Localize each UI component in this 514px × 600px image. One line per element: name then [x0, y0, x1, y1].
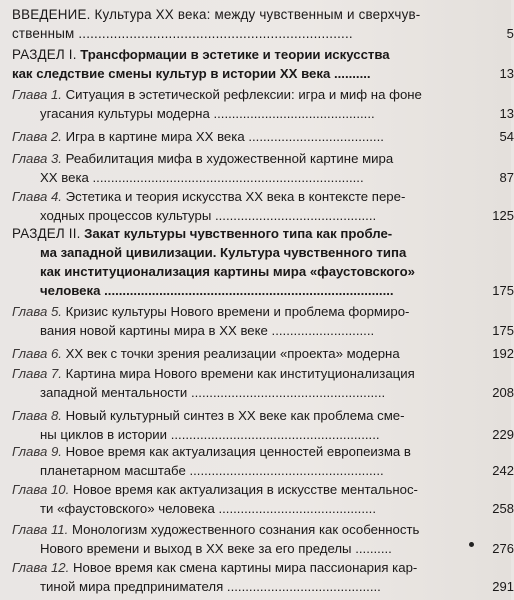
toc-line: РАЗДЕЛ I. Трансформации в эстетике и теории искусства [12, 47, 390, 62]
toc-line: ВВЕДЕНИЕ. Культура XX века: между чувственным и сверхчув- [12, 7, 421, 22]
chapter-label: Глава 1. [12, 87, 62, 102]
toc-line: западной ментальности ..................................................... 208 [40, 385, 514, 400]
toc-line: Глава 3. Реабилитация мифа в художественной картине мира [12, 151, 394, 166]
toc-line: Глава 1. Ситуация в эстетической рефлексии: игра и миф на фоне [12, 87, 422, 102]
toc-entry-intro [12, 5, 514, 43]
toc-line: Глава 12. Новое время как смена картины мира пассионария кар- [12, 560, 418, 575]
toc-line: ны циклов в истории ......................................................... 229 [40, 427, 514, 442]
page-number: 229 [492, 427, 514, 442]
toc-line: вания новой картины мира в XX веке ............................ 175 [40, 323, 514, 338]
toc-entry-section-1 [12, 45, 514, 83]
toc-entry-chapter-5 [12, 302, 514, 340]
page-number: 5 [506, 26, 514, 41]
toc-entry-chapter-2 [12, 127, 514, 146]
ink-speck [469, 542, 474, 547]
chapter-label: Глава 6. [12, 346, 62, 361]
chapter-label: Глава 8. [12, 408, 62, 423]
toc-line: ти «фаустовского» человека ........................................... 258 [40, 501, 514, 516]
toc-line: Глава 6. XX век с точки зрения реализации «проекта» модерна 192 [12, 346, 514, 361]
toc-line: тиной мира предпринимателя .......................................... 291 [40, 579, 514, 594]
page-number: 208 [492, 385, 514, 400]
toc-entry-chapter-9 [12, 442, 514, 480]
toc-line: Глава 7. Картина мира Нового времени как институционализация [12, 366, 415, 381]
toc-line: планетарном масштабе ..................................................... 242 [40, 463, 514, 478]
toc-entry-chapter-1 [12, 85, 514, 123]
toc-line: как следствие смены культур в истории XX века .......... 13 [12, 66, 514, 81]
toc-line: Глава 4. Эстетика и теория искусства XX века в контексте пере- [12, 189, 406, 204]
toc-line: XX века .......................................................................... 87 [40, 170, 514, 185]
toc-line: Глава 11. Монологизм художественного сознания как особенность [12, 522, 420, 537]
toc-entry-chapter-11 [12, 520, 514, 558]
page-number: 291 [492, 579, 514, 594]
page-number: 242 [492, 463, 514, 478]
chapter-label: Глава 12. [12, 560, 70, 575]
page-number: 13 [499, 106, 514, 121]
chapter-label: Глава 3. [12, 151, 62, 166]
toc-entry-chapter-4 [12, 187, 514, 225]
toc-line: Глава 10. Новое время как актуализация в искусстве ментальнос- [12, 482, 418, 497]
toc-entry-chapter-7 [12, 364, 514, 402]
chapter-label: Глава 2. [12, 129, 62, 144]
page-number: 125 [492, 208, 514, 223]
page-number: 175 [492, 283, 514, 298]
toc-line: ственным ...................................................................... 5 [12, 26, 514, 41]
toc-line: Глава 2. Игра в картине мира XX века ..................................... 54 [12, 129, 514, 144]
toc-line: Глава 5. Кризис культуры Нового времени и проблема формиро- [12, 304, 410, 319]
chapter-label: Глава 10. [12, 482, 70, 497]
toc-line: ма западной цивилизации. Культура чувственного типа [40, 245, 407, 260]
toc-entry-chapter-12 [12, 558, 514, 596]
chapter-label: Глава 4. [12, 189, 62, 204]
page-number: 175 [492, 323, 514, 338]
page-number: 276 [492, 541, 514, 556]
toc-line: человека ............................................................................... 175 [40, 283, 514, 298]
chapter-label: Глава 9. [12, 444, 62, 459]
toc-line: как институционализация картины мира «фаустовского» [40, 264, 416, 279]
toc-line: ходных процессов культуры ............................................ 125 [40, 208, 514, 223]
toc-line: Глава 8. Новый культурный синтез в XX веке как проблема сме- [12, 408, 405, 423]
toc-entry-section-2 [12, 224, 514, 300]
page-number: 13 [499, 66, 514, 81]
chapter-label: Глава 11. [12, 522, 69, 537]
toc-entry-chapter-6 [12, 344, 514, 363]
toc-line: угасания культуры модерна ............................................ 13 [40, 106, 514, 121]
page-number: 258 [492, 501, 514, 516]
toc-entry-chapter-3 [12, 149, 514, 187]
toc-line: Нового времени и выход в XX веке за его пределы .......... 276 [40, 541, 514, 556]
section-label: РАЗДЕЛ I. [12, 47, 77, 62]
toc-entry-chapter-10 [12, 480, 514, 518]
chapter-label: Глава 5. [12, 304, 62, 319]
chapter-label: Глава 7. [12, 366, 62, 381]
page-number: 54 [499, 129, 514, 144]
section-label: РАЗДЕЛ II. [12, 226, 81, 241]
page-number: 192 [492, 346, 514, 361]
toc-line: РАЗДЕЛ II. Закат культуры чувственного типа как пробле- [12, 226, 393, 241]
page-number: 87 [499, 170, 514, 185]
toc-line: Глава 9. Новое время как актуализация ценностей европеизма в [12, 444, 411, 459]
toc-entry-chapter-8 [12, 406, 514, 444]
